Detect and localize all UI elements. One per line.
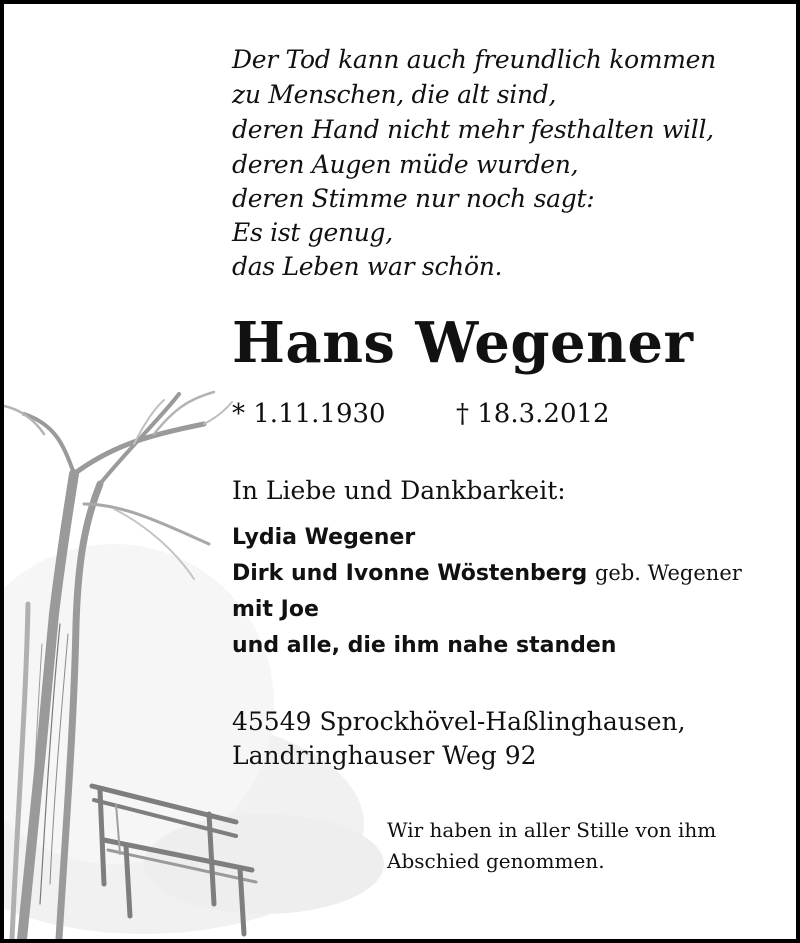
closing-line: Wir haben in aller Stille von ihm <box>387 818 717 842</box>
mourner-name: und alle, die ihm nahe standen <box>232 633 617 658</box>
mourner-name: Lydia Wegener <box>232 525 416 550</box>
mourner-line <box>232 561 742 586</box>
poem-line: deren Stimme nur noch sagt: <box>232 184 595 213</box>
address-line: 45549 Sprockhövel-Haßlinghausen, <box>232 707 686 736</box>
mourner-line <box>232 597 319 622</box>
birth-date: * 1.11.1930 <box>232 399 386 429</box>
poem-line: Es ist genug, <box>232 218 393 247</box>
closing-line: Abschied genommen. <box>387 849 605 873</box>
mourner-line <box>232 525 415 550</box>
poem-line: Der Tod kann auch freundlich kommen <box>232 45 716 74</box>
intro-text: In Liebe und Dankbarkeit: <box>232 476 566 505</box>
deceased-name: Hans Wegener <box>232 310 694 376</box>
poem-line: deren Augen müde wurden, <box>232 150 579 179</box>
poem-line: deren Hand nicht mehr festhalten will, <box>232 115 714 144</box>
mourner-name: mit Joe <box>232 597 319 622</box>
mourner-note: geb. Wegener <box>594 561 742 585</box>
tree-and-bench-illustration <box>4 4 796 939</box>
mourner-line <box>232 633 616 658</box>
mourner-name: Dirk und Ivonne Wöstenberg <box>232 561 588 586</box>
address-line: Landringhauser Weg 92 <box>232 741 537 770</box>
poem-line: zu Menschen, die alt sind, <box>232 80 557 109</box>
poem-line: das Leben war schön. <box>232 252 503 281</box>
death-date: † 18.3.2012 <box>456 399 610 429</box>
